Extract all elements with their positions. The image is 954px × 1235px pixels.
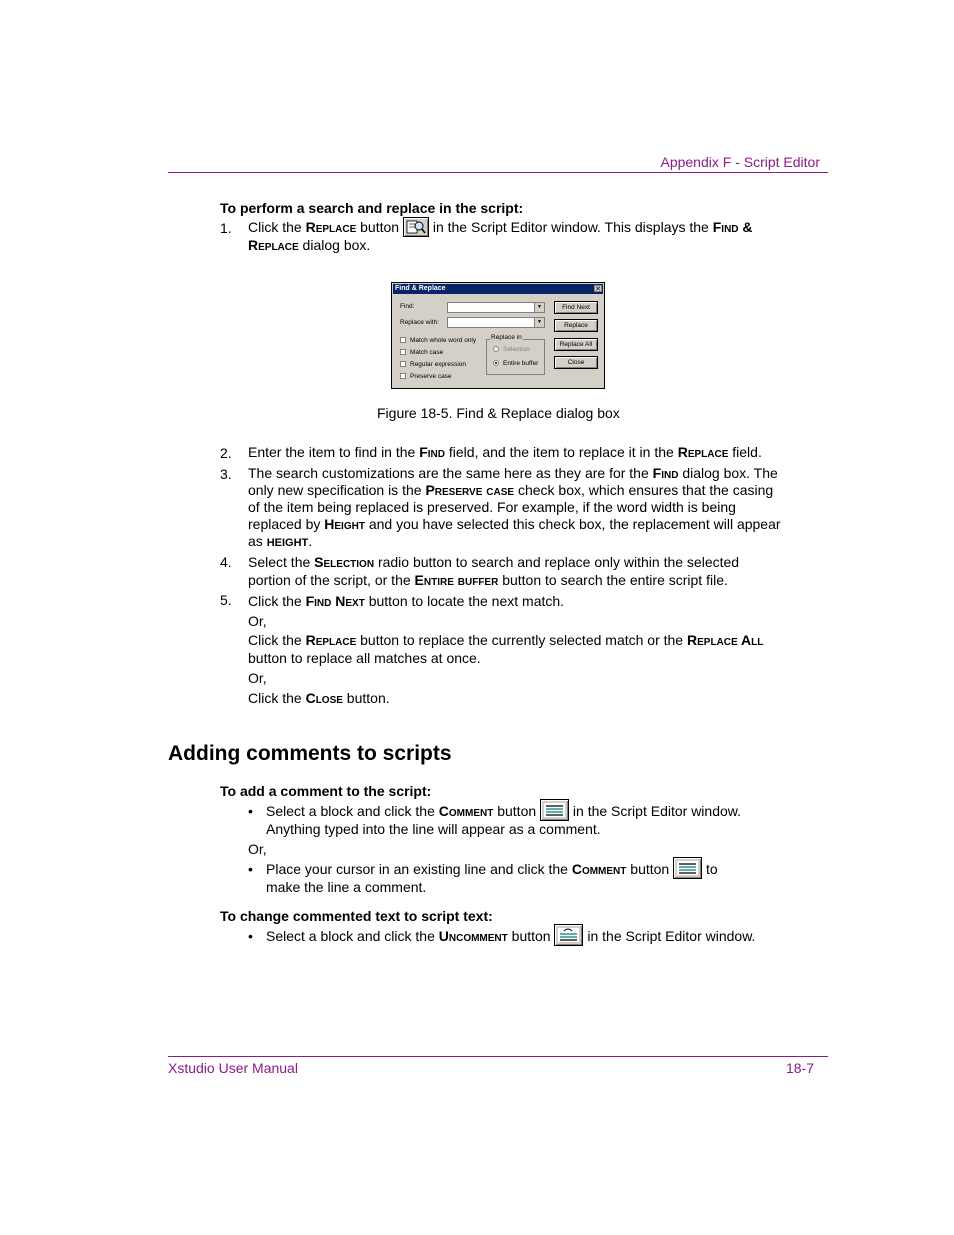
text-run: field, and the item to replace it in the [445, 444, 678, 460]
text-run: dialog box. The [678, 465, 778, 481]
figure-caption: Figure 18-5. Find & Replace dialog box [377, 405, 620, 421]
ui-term: Replace All [687, 632, 764, 648]
text-run: replaced by [248, 516, 325, 532]
text-run: button. [342, 690, 390, 706]
ui-term: Replace [305, 219, 357, 235]
text-run: button [493, 803, 541, 819]
step-number: 2. [220, 445, 232, 461]
text-run: in the Script Editor window. This displays the [428, 219, 713, 235]
step-4-text [248, 553, 808, 589]
step-5-text [248, 591, 808, 708]
text-run: button to replace all matches at once. [248, 650, 481, 666]
ui-term: Find [419, 444, 445, 460]
bullet: • [248, 928, 253, 944]
ui-term: Preserve case [425, 482, 515, 498]
text-run: Click the [248, 593, 306, 609]
ui-term: Uncomment [438, 928, 508, 944]
text-run: Place your cursor in an existing line and click the [266, 861, 572, 877]
ui-term: Find Next [305, 593, 365, 609]
text-run: button [507, 928, 555, 944]
option-checkbox[interactable] [400, 337, 406, 343]
step-3-text [248, 465, 808, 552]
text-run: in the Script Editor window. [583, 928, 756, 944]
text-run: radio button to search and replace only within the selected [374, 554, 740, 570]
footer-page-number: 18-7 [785, 1060, 814, 1076]
text-run: The search customizations are the same here as they are for the [248, 465, 653, 481]
dialog-title: Find & Replace [393, 284, 603, 294]
text-run: Select the [248, 554, 315, 570]
or-text: Or, [248, 841, 267, 857]
ui-term: HEIGHT [266, 537, 309, 549]
ui-term: Comment [438, 803, 494, 819]
procedure-heading: To change commented text to script text: [220, 908, 493, 924]
ui-term: Comment [571, 861, 627, 877]
ui-term: Replace [305, 632, 357, 648]
text-run: Enter the item to find in the [248, 444, 420, 460]
ui-term: Replace [248, 236, 299, 253]
find-replace-icon [403, 217, 429, 237]
ui-term: Entire buffer [414, 572, 499, 588]
option-label: Match whole word only [410, 337, 477, 344]
step-1-text [248, 219, 788, 254]
header-rule [168, 172, 828, 173]
bullet: • [248, 803, 253, 819]
text-run: and you have selected this check box, the replacement will appear [364, 516, 781, 532]
entire-buffer-radio[interactable] [493, 360, 499, 366]
text-run: field. [728, 444, 762, 460]
text-run: Click the [248, 219, 306, 235]
selection-radio[interactable] [493, 346, 499, 352]
bullet-2-text [266, 861, 806, 896]
uncomment-icon [554, 924, 583, 946]
selection-radio-label: Selection [503, 346, 530, 353]
text-run: button [356, 219, 403, 235]
ui-term: Selection [314, 554, 375, 570]
running-header: Appendix F - Script Editor [660, 154, 820, 170]
step-number: 4. [220, 554, 232, 570]
text-run: Select a block and click the [266, 928, 439, 944]
ui-term: Height [324, 516, 365, 532]
ui-term: Close [305, 690, 343, 706]
text-run: . [308, 533, 313, 549]
bullet-1-text [266, 803, 806, 838]
ui-term: Find [652, 465, 679, 481]
text-run: Or, [248, 613, 267, 629]
text-run: to [702, 861, 718, 877]
text-run: Click the [248, 632, 306, 648]
procedure-heading: To add a comment to the script: [220, 783, 432, 799]
chevron-down-icon[interactable]: ▼ [534, 303, 544, 312]
text-run: in the Script Editor window. [569, 803, 742, 819]
text-run: make the line a comment. [266, 879, 427, 896]
step-2-text [248, 444, 762, 461]
text-run: button to locate the next match. [364, 593, 565, 609]
replace-all-button[interactable]: Replace All [554, 338, 598, 351]
find-field[interactable] [447, 302, 545, 313]
find-next-button[interactable]: Find Next [554, 301, 598, 314]
footer-manual-title: Xstudio User Manual [168, 1060, 298, 1076]
option-label: Regular expression [410, 361, 467, 368]
text-run: button to replace the currently selected match or the [356, 632, 687, 648]
dialog-close-icon[interactable]: ✕ [595, 286, 601, 293]
bullet: • [248, 861, 253, 877]
step-number: 5. [220, 592, 232, 608]
text-run: Or, [248, 670, 267, 686]
step-number: 3. [220, 466, 232, 482]
bullet-3-text [266, 928, 826, 946]
text-run: button [626, 861, 674, 877]
close-button[interactable]: Close [554, 356, 598, 369]
text-run: of the item being replaced is preserved. For example, if the word width is being [248, 499, 736, 515]
option-checkbox[interactable] [400, 361, 406, 367]
text-run: check box, which ensures that the casing [514, 482, 774, 498]
option-checkbox[interactable] [400, 373, 406, 379]
text-run: as [248, 533, 267, 549]
ui-term: Find & [712, 219, 753, 235]
replace-label: Replace with: [400, 319, 440, 326]
entire-buffer-radio-label: Entire buffer [503, 360, 539, 367]
procedure-heading: To perform a search and replace in the script: [220, 200, 524, 216]
chevron-down-icon[interactable]: ▼ [534, 318, 544, 327]
replace-in-label: Replace in [491, 334, 522, 341]
find-label: Find: [400, 303, 415, 310]
replace-in-group [486, 339, 545, 375]
replace-field[interactable] [447, 317, 545, 328]
comment-icon [540, 799, 569, 821]
comment-icon [673, 857, 702, 879]
replace-button[interactable]: Replace [554, 319, 598, 332]
text-run: button to search the entire script file. [498, 572, 728, 588]
option-label: Preserve case [410, 373, 452, 380]
step-number: 1. [220, 220, 232, 236]
text-run: only new specification is the [248, 482, 426, 498]
section-title: Adding comments to scripts [168, 742, 452, 765]
option-checkbox[interactable] [400, 349, 406, 355]
option-label: Match case [410, 349, 444, 356]
text-run: Select a block and click the [266, 803, 439, 819]
ui-term: Replace [677, 444, 729, 460]
text-run: dialog box. [298, 236, 371, 253]
text-run: portion of the script, or the [248, 572, 415, 588]
footer-rule [168, 1056, 828, 1057]
text-run: Click the [248, 690, 306, 706]
text-run: Anything typed into the line will appear as a comment. [266, 821, 601, 838]
find-replace-dialog [391, 282, 605, 389]
